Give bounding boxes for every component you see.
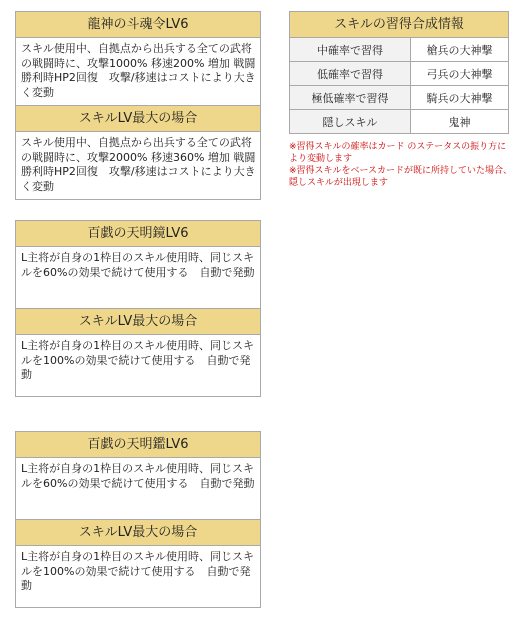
skill-max-title: スキルLV最大の場合 [16, 106, 260, 132]
note-text: ※習得スキルの確率はカード のステータスの振り方により変動します [289, 142, 507, 164]
info-label: 隠しスキル [290, 110, 411, 134]
skill-max-description: L主将が自身の1枠目のスキル使用時、同じスキルを100%の効果で続けて使用する 自動で発動 [21, 339, 255, 381]
note-text: ※習得スキルをベースカードが既に所持していた場合、隠しスキルが出現します [289, 166, 513, 188]
table-row [290, 110, 508, 134]
skill-title: 百戯の天明鏡LV6 [16, 221, 260, 247]
skill-card [15, 11, 261, 200]
skill-description: L主将が自身の1枠目のスキル使用時、同じスキルを60%の効果で続けて使用する 自動で発動 [16, 247, 260, 309]
info-value: 鬼神 [448, 115, 471, 129]
skill-max-description: スキル使用中、自拠点から出兵する全ての武将の戦闘時に、攻撃2000% 移速360% 増加 戦闘勝利時HP2回復 攻撃/移速はコストにより大きく変動 [21, 136, 256, 193]
skill-max-description: L主将が自身の1枠目のスキル使用時、同じスキルを100%の効果で続けて使用する 自動で発動 [21, 550, 255, 592]
skill-max-title: スキルLV最大の場合 [16, 309, 260, 335]
info-label: 中確率で習得 [290, 38, 411, 62]
info-title: スキルの習得合成情報 [290, 12, 508, 38]
info-label: 極低確率で習得 [290, 86, 411, 110]
table-row [290, 38, 508, 62]
skill-title: 龍神の斗魂令LV6 [16, 12, 260, 38]
info-value: 槍兵の大神撃 [411, 38, 509, 62]
info-notes [289, 141, 515, 189]
skill-card [15, 431, 261, 608]
table-row [290, 62, 508, 86]
skill-description: L主将が自身の1枠目のスキル使用時、同じスキルを60%の効果で続けて使用する 自動で発動 [16, 458, 260, 520]
skill-description: スキル使用中、自拠点から出兵する全ての武将の戦闘時に、攻撃1000% 移速200% 増加 戦闘勝利時HP2回復 攻撃/移速はコストにより大きく変動 [16, 38, 260, 106]
info-label: 低確率で習得 [290, 62, 411, 86]
info-value: 弓兵の大神撃 [411, 62, 509, 86]
info-value: 騎兵の大神撃 [411, 86, 509, 110]
skill-title: 百戯の天明鑑LV6 [16, 432, 260, 458]
table-row [290, 86, 508, 110]
skill-synthesis-info [289, 11, 509, 134]
skill-card [15, 220, 261, 397]
info-table [290, 38, 508, 133]
skill-max-title: スキルLV最大の場合 [16, 520, 260, 546]
